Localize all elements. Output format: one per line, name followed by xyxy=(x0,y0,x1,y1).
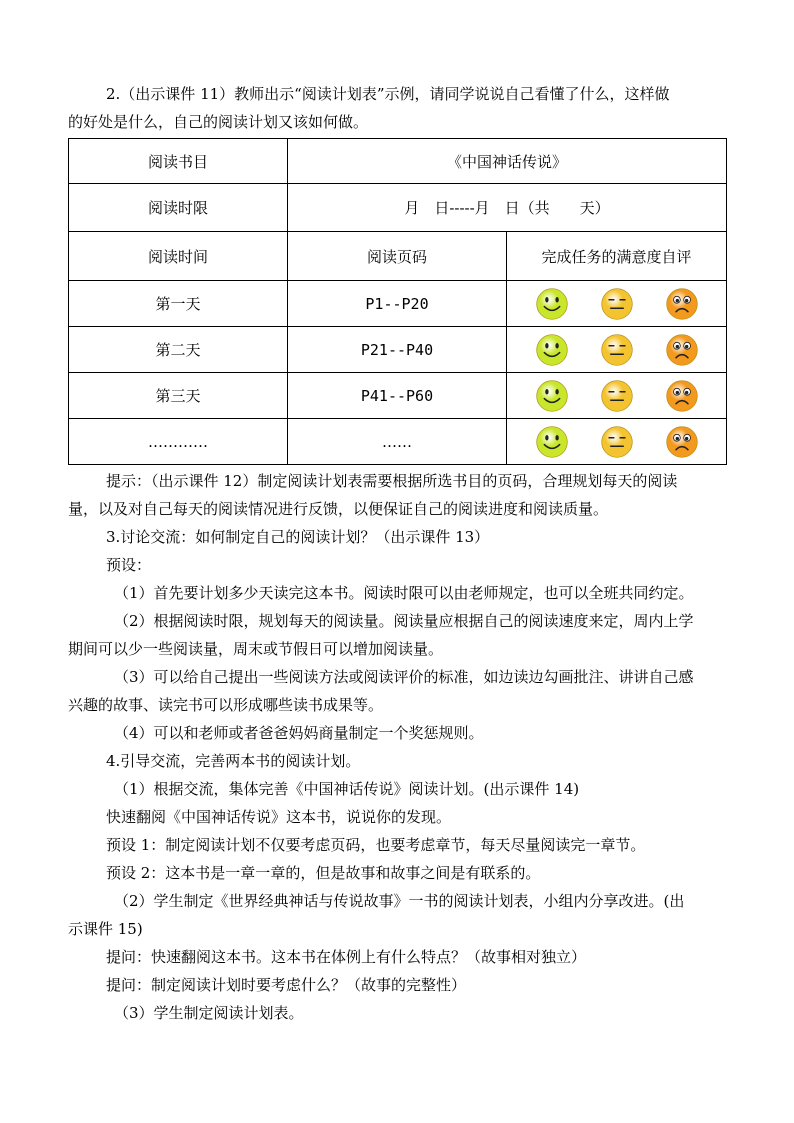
point-3-line-2: 兴趣的故事、读完书可以形成哪些读书成果等。 xyxy=(68,696,384,714)
face-cell xyxy=(507,327,727,373)
face-cell xyxy=(507,281,727,327)
row-pages: P21--P40 xyxy=(288,327,507,373)
sad-face-icon xyxy=(665,333,699,367)
row-day: 第三天 xyxy=(69,373,288,419)
row-day: 第一天 xyxy=(69,281,288,327)
preset-label: 预设： xyxy=(106,556,152,574)
point-4: （4）可以和老师或者爸爸妈妈商量制定一个奖惩规则。 xyxy=(114,724,484,742)
row-pages: P1--P20 xyxy=(288,281,507,327)
neutral-face-icon xyxy=(600,333,634,367)
step-2-question-1: 提问：快速翻阅这本书。这本书在体例上有什么特点？（故事相对独立） xyxy=(106,948,587,966)
step-2-question-2: 提问：制定阅读计划时要考虑什么？（故事的完整性） xyxy=(106,976,467,994)
section-4-title: 4.引导交流，完善两本书的阅读计划。 xyxy=(106,752,361,770)
table-row xyxy=(69,373,727,419)
step-1: （1）根据交流，集体完善《中国神话传说》阅读计划。(出示课件 14) xyxy=(114,780,580,798)
book-value: 《中国神话传说》 xyxy=(288,139,727,184)
smile-face-icon xyxy=(535,379,569,413)
intro-line-2: 的好处是什么，自己的阅读计划又该如何做。 xyxy=(68,113,369,131)
intro-line-1: 2.（出示课件 11）教师出示“阅读计划表”示例，请同学说说自己看懂了什么，这样做 xyxy=(106,85,670,103)
face-cell xyxy=(507,419,727,465)
row-day: 第二天 xyxy=(69,327,288,373)
face-cell xyxy=(507,373,727,419)
table-row xyxy=(69,281,727,327)
period-label: 阅读时限 xyxy=(69,184,288,232)
neutral-face-icon xyxy=(600,425,634,459)
step-1-c: 预设 2：这本书是一章一章的，但是故事和故事之间是有联系的。 xyxy=(106,864,541,882)
step-3: （3）学生制定阅读计划表。 xyxy=(114,1004,304,1022)
smile-face-icon xyxy=(535,333,569,367)
table-row xyxy=(69,184,727,232)
step-1-a: 快速翻阅《中国神话传说》这本书，说说你的发现。 xyxy=(106,808,452,826)
section-3-title: 3.讨论交流：如何制定自己的阅读计划？（出示课件 13） xyxy=(106,528,490,546)
table-row xyxy=(69,327,727,373)
smile-face-icon xyxy=(535,287,569,321)
tip-line-1: 提示：（出示课件 12）制定阅读计划表需要根据所选书目的页码，合理规划每天的阅读 xyxy=(106,472,678,490)
point-1: （1）首先要计划多少天读完这本书。阅读时限可以由老师规定，也可以全班共同约定。 xyxy=(114,584,694,602)
table-header-row xyxy=(69,232,727,281)
header-pages: 阅读页码 xyxy=(288,232,507,281)
sad-face-icon xyxy=(665,287,699,321)
document-page xyxy=(68,80,726,1027)
header-self-eval: 完成任务的满意度自评 xyxy=(507,232,727,281)
point-3-line-1: （3）可以给自己提出一些阅读方法或阅读评价的标准，如边读边勾画批注、讲讲自己感 xyxy=(114,668,694,686)
step-2-line-1: （2）学生制定《世界经典神话与传说故事》一书的阅读计划表，小组内分享改进。(出 xyxy=(114,892,685,910)
smile-face-icon xyxy=(535,425,569,459)
row-pages: …… xyxy=(288,419,507,465)
row-pages: P41--P60 xyxy=(288,373,507,419)
reading-plan-table xyxy=(68,138,727,465)
point-2-line-1: （2）根据阅读时限，规划每天的阅读量。阅读量应根据自己的阅读速度来定，周内上学 xyxy=(114,612,694,630)
step-2-line-2: 示课件 15) xyxy=(68,920,143,938)
neutral-face-icon xyxy=(600,379,634,413)
tip-line-2: 量，以及对自己每天的阅读情况进行反馈，以便保证自己的阅读进度和阅读质量。 xyxy=(68,500,609,518)
step-1-b: 预设 1：制定阅读计划不仅要考虑页码，也要考虑章节，每天尽量阅读完一章节。 xyxy=(106,836,646,854)
row-day: ………… xyxy=(69,419,288,465)
table-row xyxy=(69,419,727,465)
point-2-line-2: 期间可以少一些阅读量，周末或节假日可以增加阅读量。 xyxy=(68,640,444,658)
sad-face-icon xyxy=(665,425,699,459)
period-value: 月 日-----月 日（共 天） xyxy=(288,184,727,232)
book-label: 阅读书目 xyxy=(69,139,288,184)
sad-face-icon xyxy=(665,379,699,413)
table-row xyxy=(69,139,727,184)
neutral-face-icon xyxy=(600,287,634,321)
header-time: 阅读时间 xyxy=(69,232,288,281)
